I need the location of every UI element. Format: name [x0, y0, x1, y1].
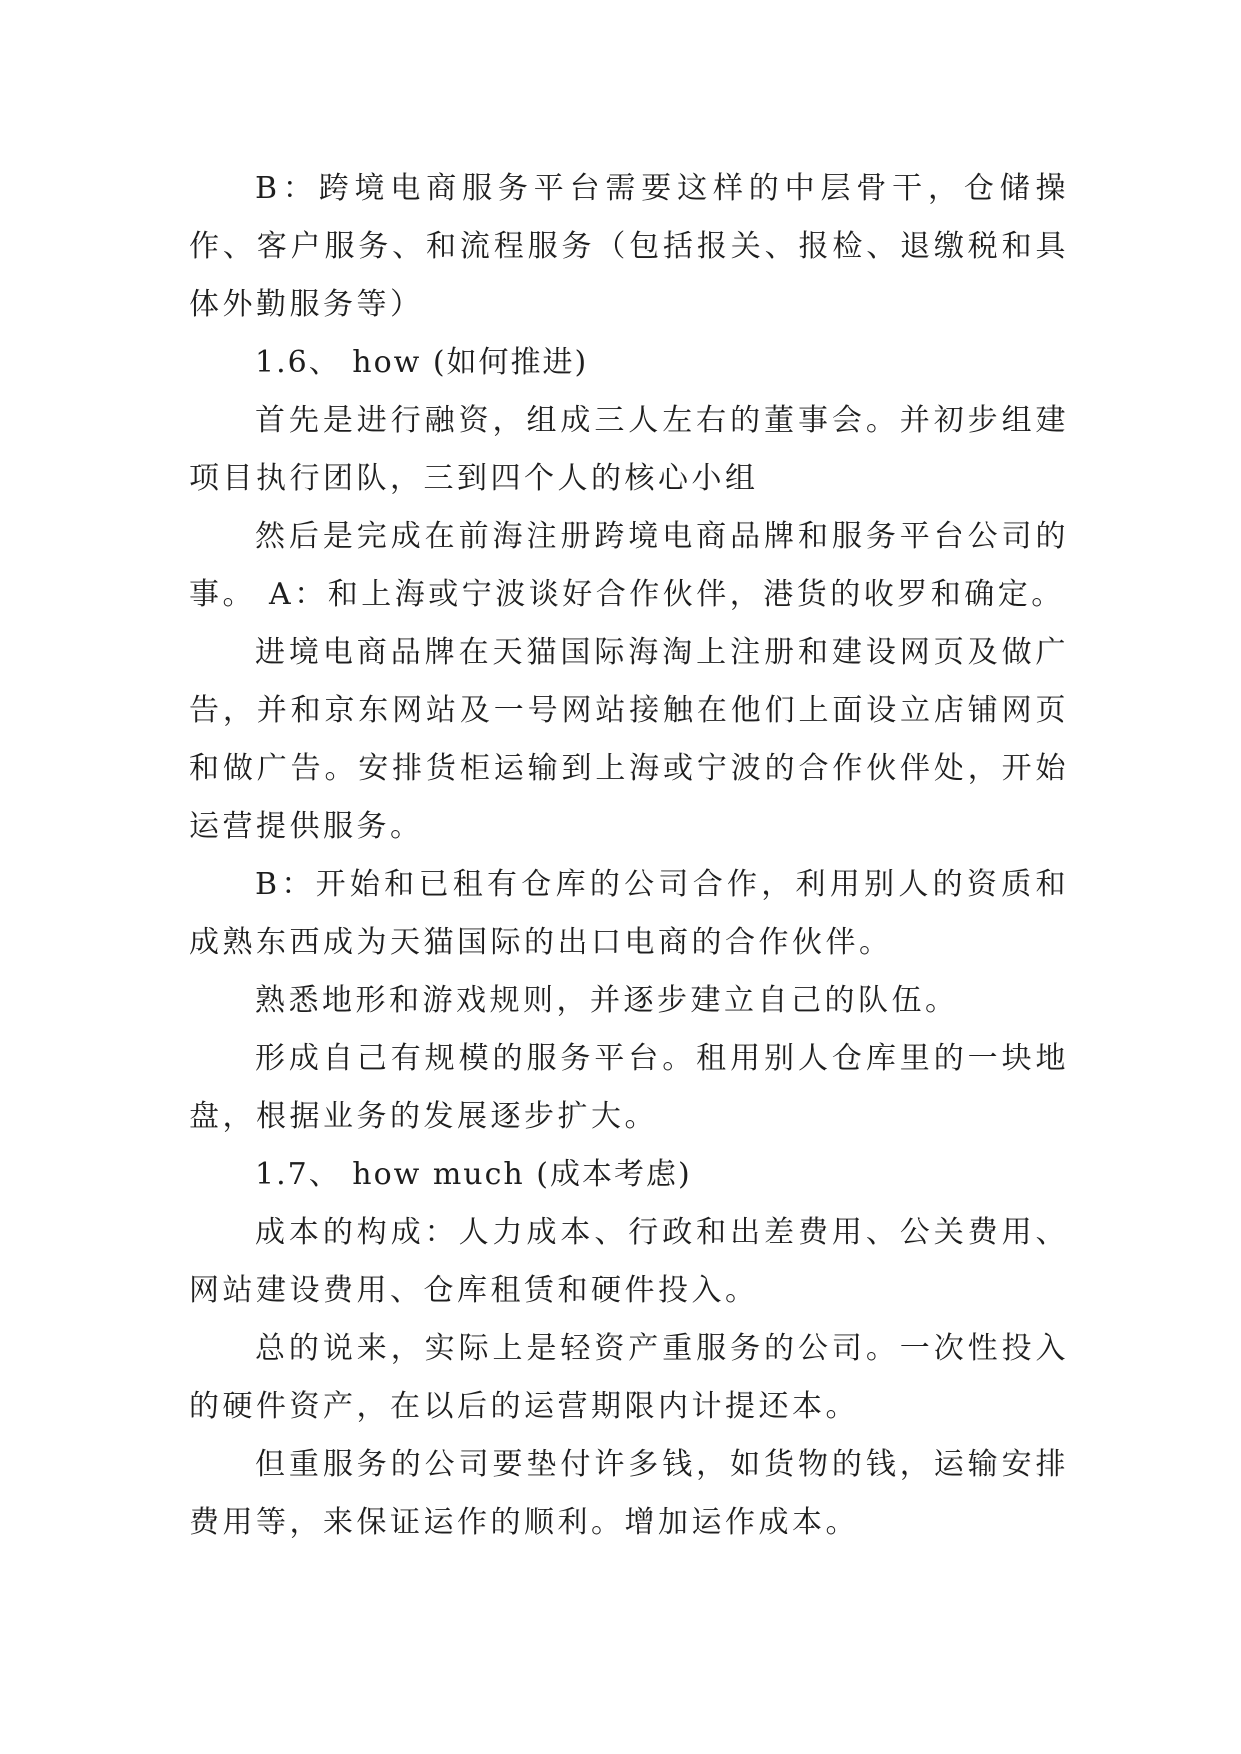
section-heading-how: 1.6、 how (如何推进) — [255, 345, 589, 380]
paragraph-scale-platform: 形成自己有规模的服务平台。租用别人仓库里的一块地盘，根据业务的发展逐步扩大。 — [189, 1041, 1069, 1134]
paragraph-service-platform-staff: B：跨境电商服务平台需要这样的中层骨干，仓储操作、客户服务、和流程服务（包括报关、报检、退缴税和具体外勤服务等） — [189, 171, 1069, 322]
document-page — [189, 160, 1069, 1552]
paragraph-registration: 然后是完成在前海注册跨境电商品牌和服务平台公司的事。 A：和上海或宁波谈好合作伙伴，港货的收罗和确定。 — [189, 519, 1069, 612]
section-heading-how-much: 1.7、 how much (成本考虑) — [255, 1157, 692, 1192]
paragraph-financing: 首先是进行融资，组成三人左右的董事会。并初步组建项目执行团队，三到四个人的核心小组 — [189, 403, 1069, 496]
paragraph-cost-composition: 成本的构成：人力成本、行政和出差费用、公关费用、网站建设费用、仓库租赁和硬件投入。 — [189, 1215, 1069, 1308]
paragraph-light-asset: 总的说来，实际上是轻资产重服务的公司。一次性投入的硬件资产，在以后的运营期限内计提还本。 — [189, 1331, 1069, 1424]
paragraph-warehouse-partner: B：开始和已租有仓库的公司合作，利用别人的资质和成熟东西成为天猫国际的出口电商的合作伙伴。 — [189, 867, 1069, 960]
paragraph-prepayment: 但重服务的公司要垫付许多钱，如货物的钱，运输安排费用等，来保证运作的顺利。增加运作成本。 — [189, 1447, 1069, 1540]
paragraph-learn-rules: 熟悉地形和游戏规则，并逐步建立自己的队伍。 — [255, 983, 959, 1018]
paragraph-import-brand: 进境电商品牌在天猫国际海淘上注册和建设网页及做广告，并和京东网站及一号网站接触在他们上面设立店铺网页和做广告。安排货柜运输到上海或宁波的合作伙伴处，开始运营提供服务。 — [189, 635, 1069, 844]
